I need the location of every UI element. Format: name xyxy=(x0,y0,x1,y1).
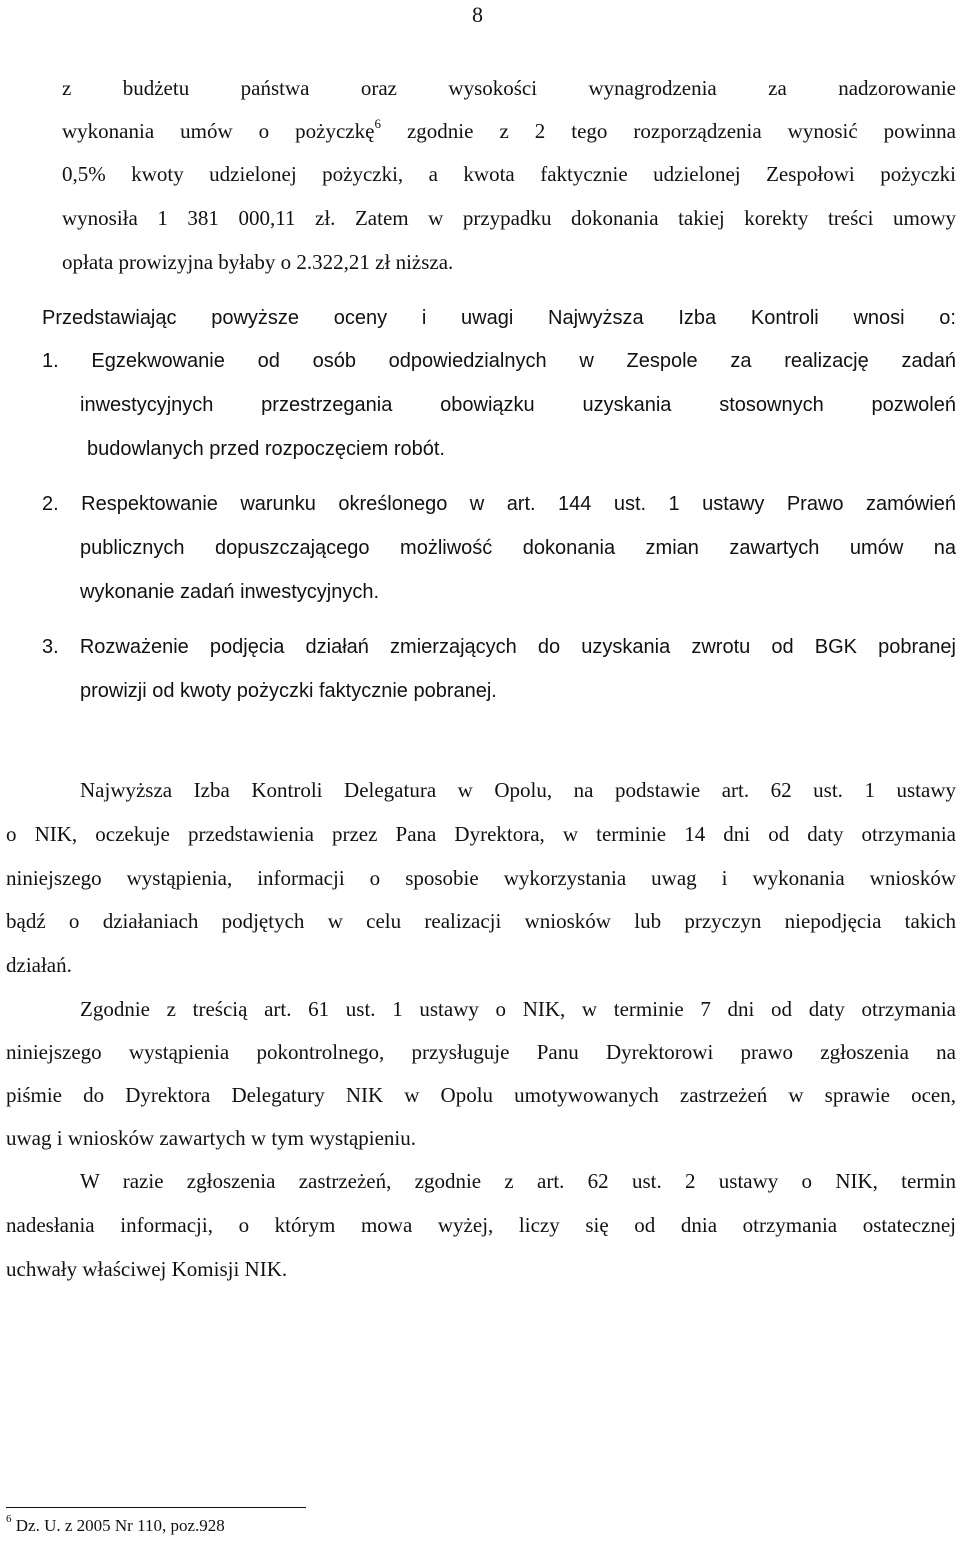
paragraph-1-line-2-rest: zgodnie z 2 tego rozporządzenia wynosić powinna xyxy=(380,119,956,143)
request-1-line-1: 1. Egzekwowanie od osób odpowiedzialnych w Zespole za realizację zadań xyxy=(42,350,956,372)
request-3-line-1: 3. Rozważenie podjęcia działań zmierzających do uzyskania zwrotu od BGK pobranej xyxy=(42,636,956,658)
paragraph-2-line-2: o NIK, oczekuje przedstawienia przez Pana Dyrektora, w terminie 14 dni od daty otrzymania xyxy=(6,822,956,846)
page-number: 8 xyxy=(472,2,483,27)
paragraph-2-line-1: Najwyższa Izba Kontroli Delegatura w Opolu, na podstawie art. 62 ust. 1 ustawy xyxy=(80,778,956,802)
request-1-line-2: inwestycyjnych przestrzegania obowiązku uzyskania stosownych pozwoleń xyxy=(80,394,956,416)
paragraph-3-line-1: Zgodnie z treścią art. 61 ust. 1 ustawy o NIK, w terminie 7 dni od daty otrzymania xyxy=(80,997,956,1021)
footnote-text: Dz. U. z 2005 Nr 110, poz.928 xyxy=(11,1516,225,1535)
paragraph-3-line-4: uwag i wniosków zawartych w tym wystąpieniu. xyxy=(6,1126,417,1150)
paragraph-2-line-5: działań. xyxy=(6,953,72,977)
request-1-line-3: budowlanych przed rozpoczęciem robót. xyxy=(87,438,445,460)
paragraph-4-line-1: W razie zgłoszenia zastrzeżeń, zgodnie z art. 62 ust. 2 ustawy o NIK, termin xyxy=(80,1169,956,1193)
request-3-line-2: prowizji od kwoty pożyczki faktycznie pobranej. xyxy=(80,680,497,702)
paragraph-2-line-4: bądź o działaniach podjętych w celu realizacji wniosków lub przyczyn niepodjęcia takich xyxy=(6,909,956,933)
paragraph-3-line-2: niniejszego wystąpienia pokontrolnego, przysługuje Panu Dyrektorowi prawo zgłoszenia na xyxy=(6,1040,956,1064)
paragraph-1-line-4: wynosiła 1 381 000,11 zł. Zatem w przypadku dokonania takiej korekty treści umowy xyxy=(62,206,956,230)
footnote-marker: 6 xyxy=(6,1513,12,1526)
request-2-line-3: wykonanie zadań inwestycyjnych. xyxy=(80,581,380,603)
paragraph-1-line-2 xyxy=(62,118,956,144)
requests-intro: Przedstawiając powyższe oceny i uwagi Najwyższa Izba Kontroli wnosi o: xyxy=(42,307,956,329)
footnote-separator xyxy=(6,1507,306,1508)
request-2-line-2: publicznych dopuszczającego możliwość dokonania zmian zawartych umów na xyxy=(80,537,956,559)
paragraph-1-line-5: opłata prowizyjna byłaby o 2.322,21 zł niższa. xyxy=(62,250,454,274)
footnote-reference: 6 xyxy=(374,116,381,131)
paragraph-1-line-1: z budżetu państwa oraz wysokości wynagrodzenia za nadzorowanie xyxy=(62,76,956,100)
paragraph-4-line-2: nadesłania informacji, o którym mowa wyżej, liczy się od dnia otrzymania ostatecznej xyxy=(6,1213,956,1237)
request-2-line-1: 2. Respektowanie warunku określonego w art. 144 ust. 1 ustawy Prawo zamówień xyxy=(42,493,956,515)
footnote xyxy=(6,1515,225,1537)
paragraph-3-line-3: piśmie do Dyrektora Delegatury NIK w Opolu umotywowanych zastrzeżeń w sprawie ocen, xyxy=(6,1083,956,1107)
paragraph-2-line-3: niniejszego wystąpienia, informacji o sposobie wykorzystania uwag i wykonania wniosków xyxy=(6,866,956,890)
paragraph-1-line-2-text: wykonania umów o pożyczkę xyxy=(62,119,375,143)
paragraph-4-line-3: uchwały właściwej Komisji NIK. xyxy=(6,1257,288,1281)
paragraph-1-line-3: 0,5% kwoty udzielonej pożyczki, a kwota faktycznie udzielonej Zespołowi pożyczki xyxy=(62,162,956,186)
